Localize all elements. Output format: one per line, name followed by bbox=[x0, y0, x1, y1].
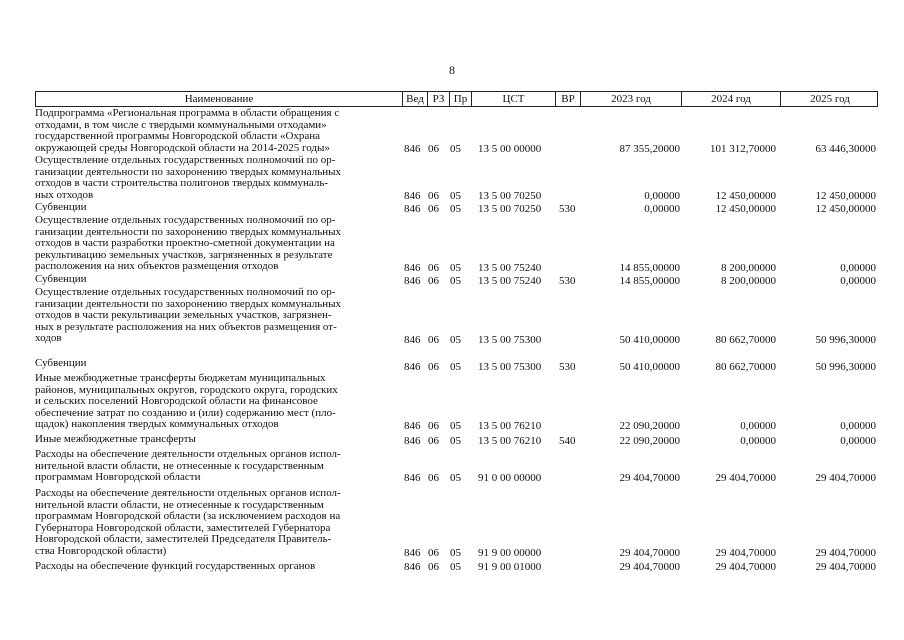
row-ved: 846 bbox=[404, 434, 421, 447]
table-header bbox=[35, 91, 878, 107]
row-2024: 29 404,70000 bbox=[715, 560, 776, 573]
row-pr: 05 bbox=[450, 434, 461, 447]
row-2024: 80 662,70000 bbox=[715, 333, 776, 346]
row-vr: 540 bbox=[559, 434, 576, 447]
row-name: Подпрограмма «Региональная программа в области обращения с отходами, в том числе с твердыми коммунальными отходами» государственной программы Новгородской области «Охрана окружающей среды Новгородской области на 2014-2025 годы» bbox=[35, 107, 340, 154]
row-ved: 846 bbox=[404, 333, 421, 346]
row-pr: 05 bbox=[450, 142, 461, 155]
row-2023: 29 404,70000 bbox=[619, 546, 680, 559]
row-ved: 846 bbox=[404, 202, 421, 215]
table-row bbox=[0, 287, 904, 346]
row-name: Осуществление отдельных государственных полномочий по ор- ганизации деятельности по захоронению твердых коммунальных отходов в части разработки проектно-сметной документации на рекультивацию земельных участков, загрязненных в результате расположения на них объектов размещения отходов bbox=[35, 214, 342, 272]
row-2025: 63 446,30000 bbox=[815, 142, 876, 155]
row-name: Расходы на обеспечение деятельности отдельных органов испол- нительной власти области, не отнесенные к государственным программам Новгородской области (за исключением расходов на Губернатора Новгородской области, заместителей Губернатора Новгородской области, заместителей Председателя Правитель- ства Новгородской области) bbox=[35, 487, 341, 557]
row-name: Осуществление отдельных государственных полномочий по ор- ганизации деятельности по захоронению твердых коммунальных отходов в части рекультивации земельных участков, загрязнен- ных в результате расположения на них объектов размещения от- ходов bbox=[35, 286, 342, 344]
table-row bbox=[0, 484, 904, 559]
row-ved: 846 bbox=[404, 471, 421, 484]
row-2023: 14 855,00000 bbox=[619, 274, 680, 287]
header-2023: 2023 год bbox=[581, 92, 682, 106]
row-rz: 06 bbox=[428, 142, 439, 155]
header-name: Наименование bbox=[36, 92, 403, 106]
table-row bbox=[0, 155, 904, 202]
row-2024: 80 662,70000 bbox=[715, 360, 776, 373]
row-2024: 29 404,70000 bbox=[715, 471, 776, 484]
table-row bbox=[0, 346, 904, 373]
header-2025: 2025 год bbox=[810, 93, 850, 105]
row-2024: 101 312,70000 bbox=[710, 142, 776, 155]
row-2024: 8 200,00000 bbox=[721, 261, 776, 274]
header-ved: Вед bbox=[403, 92, 428, 106]
row-vr: 530 bbox=[559, 202, 576, 215]
row-pr: 05 bbox=[450, 261, 461, 274]
row-2024: 0,00000 bbox=[740, 434, 776, 447]
header-pr: Пр bbox=[450, 92, 472, 106]
header-cst: ЦСТ bbox=[472, 92, 556, 106]
row-2023: 0,00000 bbox=[644, 202, 680, 215]
row-rz: 06 bbox=[428, 360, 439, 373]
row-2023: 50 410,00000 bbox=[619, 360, 680, 373]
row-rz: 06 bbox=[428, 189, 439, 202]
row-cst: 13 5 00 75300 bbox=[478, 360, 542, 373]
page-number: 8 bbox=[449, 63, 455, 77]
header-2024: 2024 год bbox=[682, 92, 781, 106]
row-pr: 05 bbox=[450, 546, 461, 559]
row-2023: 87 355,20000 bbox=[619, 142, 680, 155]
row-name: Иные межбюджетные трансферты bbox=[35, 433, 196, 445]
row-rz: 06 bbox=[428, 560, 439, 573]
row-cst: 13 5 00 75240 bbox=[478, 274, 542, 287]
row-pr: 05 bbox=[450, 189, 461, 202]
row-2024: 0,00000 bbox=[740, 419, 776, 432]
header-vr: ВР bbox=[556, 92, 581, 106]
row-vr: 530 bbox=[559, 274, 576, 287]
row-cst: 13 5 00 70250 bbox=[478, 202, 542, 215]
row-2025: 0,00000 bbox=[840, 274, 876, 287]
row-cst: 13 5 00 76210 bbox=[478, 419, 542, 432]
row-name: Иные межбюджетные трансферты бюджетам муниципальных районов, муниципальных округов, городского округа, городских и сельских поселений Новгородской области на финансовое обеспечение затрат по созданию и (или) содержанию мест (пло- щадок) накопления твердых коммунальных отходов bbox=[35, 372, 338, 430]
row-2024: 12 450,00000 bbox=[715, 189, 776, 202]
row-2025: 29 404,70000 bbox=[815, 471, 876, 484]
table-row bbox=[0, 559, 904, 573]
row-rz: 06 bbox=[428, 274, 439, 287]
row-pr: 05 bbox=[450, 560, 461, 573]
row-2025: 29 404,70000 bbox=[815, 546, 876, 559]
row-rz: 06 bbox=[428, 202, 439, 215]
row-2023: 29 404,70000 bbox=[619, 471, 680, 484]
row-cst: 91 9 00 00000 bbox=[478, 546, 542, 559]
row-2023: 14 855,00000 bbox=[619, 261, 680, 274]
row-name: Субвенции bbox=[35, 273, 87, 285]
row-name: Субвенции bbox=[35, 201, 87, 213]
row-2024: 8 200,00000 bbox=[721, 274, 776, 287]
row-pr: 05 bbox=[450, 471, 461, 484]
row-name: Осуществление отдельных государственных полномочий по ор- ганизации деятельности по захоронению твердых коммунальных отходов в части строительства полигонов твердых коммуналь- ных отходов bbox=[35, 154, 342, 201]
row-ved: 846 bbox=[404, 419, 421, 432]
row-2025: 50 996,30000 bbox=[815, 360, 876, 373]
row-2025: 0,00000 bbox=[840, 434, 876, 447]
row-2025: 12 450,00000 bbox=[815, 189, 876, 202]
table-row bbox=[0, 432, 904, 447]
row-ved: 846 bbox=[404, 189, 421, 202]
row-cst: 13 5 00 75300 bbox=[478, 333, 542, 346]
row-rz: 06 bbox=[428, 546, 439, 559]
row-rz: 06 bbox=[428, 333, 439, 346]
row-2023: 22 090,20000 bbox=[619, 434, 680, 447]
row-cst: 13 5 00 70250 bbox=[478, 189, 542, 202]
row-rz: 06 bbox=[428, 434, 439, 447]
row-cst: 13 5 00 75240 bbox=[478, 261, 542, 274]
row-ved: 846 bbox=[404, 261, 421, 274]
row-rz: 06 bbox=[428, 419, 439, 432]
row-2025: 0,00000 bbox=[840, 261, 876, 274]
row-cst: 91 0 00 00000 bbox=[478, 471, 542, 484]
row-rz: 06 bbox=[428, 471, 439, 484]
row-ved: 846 bbox=[404, 546, 421, 559]
row-2025: 29 404,70000 bbox=[815, 560, 876, 573]
row-ved: 846 bbox=[404, 274, 421, 287]
row-cst: 91 9 00 01000 bbox=[478, 560, 542, 573]
row-2023: 50 410,00000 bbox=[619, 333, 680, 346]
row-2023: 0,00000 bbox=[644, 189, 680, 202]
table-row bbox=[0, 215, 904, 274]
table-row bbox=[0, 447, 904, 484]
row-name: Расходы на обеспечение функций государственных органов bbox=[35, 560, 316, 572]
row-ved: 846 bbox=[404, 560, 421, 573]
header-rz: РЗ bbox=[428, 92, 450, 106]
table-row bbox=[0, 108, 904, 155]
row-2024: 12 450,00000 bbox=[715, 202, 776, 215]
table-row bbox=[0, 373, 904, 432]
row-pr: 05 bbox=[450, 419, 461, 432]
row-pr: 05 bbox=[450, 274, 461, 287]
row-2023: 29 404,70000 bbox=[619, 560, 680, 573]
row-ved: 846 bbox=[404, 142, 421, 155]
row-cst: 13 5 00 00000 bbox=[478, 142, 542, 155]
row-2025: 0,00000 bbox=[840, 419, 876, 432]
row-pr: 05 bbox=[450, 360, 461, 373]
row-name: Расходы на обеспечение деятельности отдельных органов испол- нительной власти области, не отнесенные к государственным программам Новгородской области bbox=[35, 448, 341, 483]
row-pr: 05 bbox=[450, 202, 461, 215]
row-ved: 846 bbox=[404, 360, 421, 373]
row-name: Субвенции bbox=[35, 357, 87, 369]
row-rz: 06 bbox=[428, 261, 439, 274]
row-pr: 05 bbox=[450, 333, 461, 346]
row-vr: 530 bbox=[559, 360, 576, 373]
row-2024: 29 404,70000 bbox=[715, 546, 776, 559]
row-2025: 50 996,30000 bbox=[815, 333, 876, 346]
row-2025: 12 450,00000 bbox=[815, 202, 876, 215]
row-cst: 13 5 00 76210 bbox=[478, 434, 542, 447]
row-2023: 22 090,20000 bbox=[619, 419, 680, 432]
